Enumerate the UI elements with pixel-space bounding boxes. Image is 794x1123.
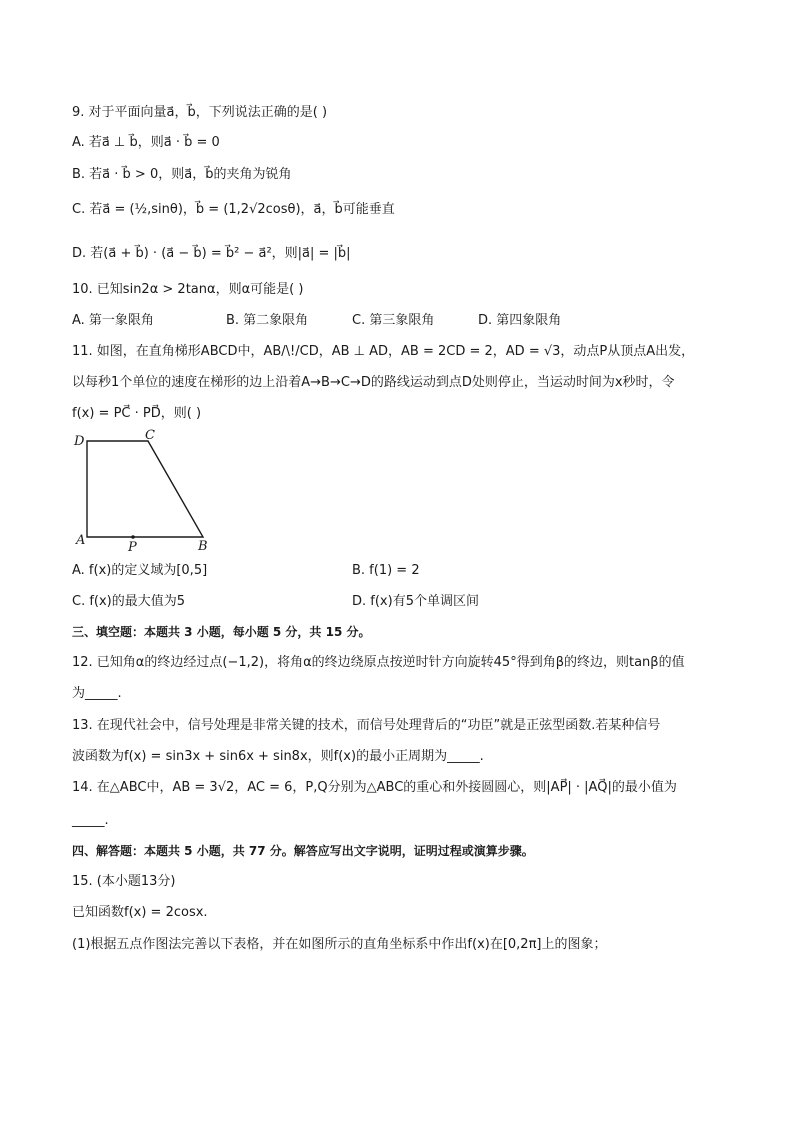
q10-stem: 10. 已知sin2α > 2tanα，则α可能是( ) [72,282,304,297]
q9-option-b: B. 若a⃗ · b⃗ > 0，则a⃗，b⃗的夹角为锐角 [72,167,292,182]
q9-stem: 9. 对于平面向量a⃗，b⃗，下列说法正确的是( ) [72,105,328,120]
q15-given: 已知函数f(x) = 2cosx. [72,905,208,920]
q11-option-b: B. f(1) = 2 [352,563,420,578]
point-p-dot [131,535,135,539]
section4-heading: 四、解答题：本题共 5 小题，共 77 分。解答应写出文字说明，证明过程或演算步骤。 [72,844,534,858]
q11-option-c: C. f(x)的最大值为5 [72,594,186,609]
q9-option-d: D. 若(a⃗ + b⃗) · (a⃗ − b⃗) = b⃗² − a⃗²，则|a⃗| = |b⃗| [72,246,351,261]
q10-option-c: C. 第三象限角 [352,313,435,328]
q15-part1: (1)根据五点作图法完善以下表格，并在如图所示的直角坐标系中作出f(x)在[0,2π]上的图象； [72,937,607,952]
q10-option-b: B. 第二象限角 [226,313,309,328]
q10-option-d: D. 第四象限角 [478,313,562,328]
q11-line3: f(x) = PC⃗ · PD⃗，则( ) [72,406,202,421]
label-d: D [74,434,85,449]
q11-option-d: D. f(x)有5个单调区间 [352,594,479,609]
q10-option-a: A. 第一象限角 [72,313,154,328]
q11-option-a: A. f(x)的定义域为[0,5] [72,563,208,578]
q9-option-c: C. 若a⃗ = (½,sinθ)，b⃗ = (1,2√2cosθ)，a⃗，b⃗可能垂直 [72,202,395,217]
trapezoid-figure [72,426,222,554]
label-c: C [145,428,155,443]
label-b: B [198,539,208,554]
q12-line1: 12. 已知角α的终边经过点(−1,2)，将角α的终边绕原点按逆时针方向旋转45°得到角β的终边，则tanβ的值 [72,655,685,670]
q15-header: 15. (本小题13分) [72,874,176,889]
q9-option-a: A. 若a⃗ ⊥ b⃗，则a⃗ · b⃗ = 0 [72,135,220,150]
q14-line1: 14. 在△ABC中，AB = 3√2，AC = 6，P,Q分别为△ABC的重心和外接圆圆心，则|AP⃗| · |AQ⃗|的最小值为 [72,780,677,795]
label-a: A [76,533,86,548]
q13-line2: 波函数为f(x) = sin3x + sin6x + sin8x，则f(x)的最小正周期为_____. [72,749,484,764]
section3-heading: 三、填空题：本题共 3 小题，每小题 5 分，共 15 分。 [72,625,371,639]
q13-line1: 13. 在现代社会中，信号处理是非常关键的技术，而信号处理背后的“功臣”就是正弦型函数.若某种信号 [72,718,661,733]
q12-line2: 为_____. [72,686,122,701]
trapezoid-shape [87,441,203,537]
q11-line1: 11. 如图，在直角梯形ABCD中，AB/\!/CD，AB ⊥ AD，AB = 2CD = 2，AD = √3，动点P从顶点A出发， [72,344,695,359]
q14-line2: _____. [72,813,109,828]
q11-line2: 以每秒1个单位的速度在梯形的边上沿着A→B→C→D的路线运动到点D处则停止，当运动时间为x秒时，令 [72,375,675,390]
label-p: P [128,540,137,554]
